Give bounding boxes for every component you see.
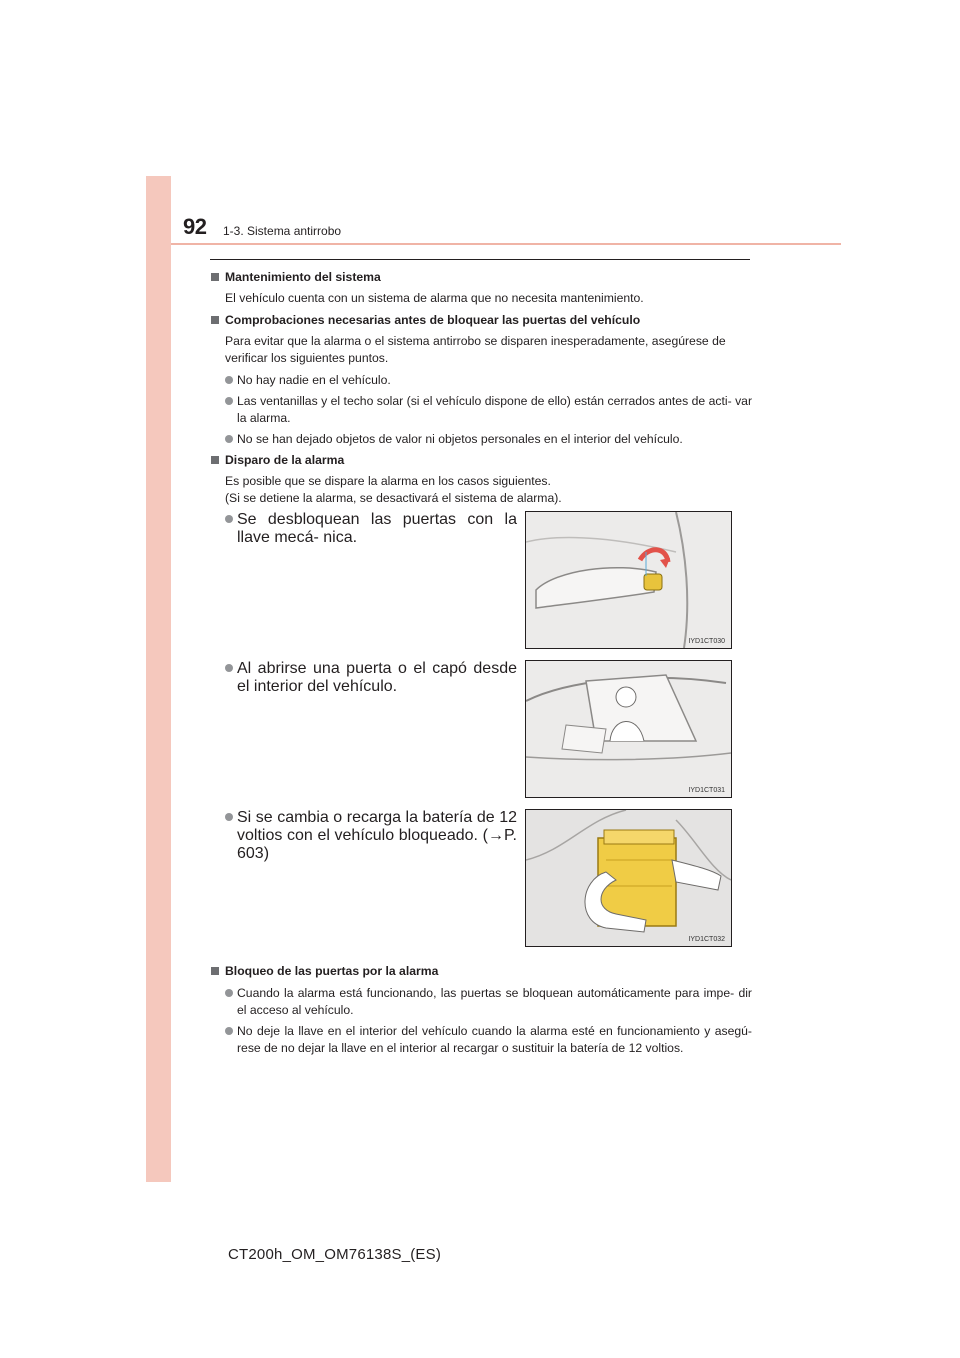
lock-heading: Bloqueo de las puertas por la alarma: [210, 963, 752, 980]
trigger-intro: [210, 473, 752, 507]
figure-code: IYD1CT031: [688, 787, 725, 794]
side-margin-band: [146, 176, 171, 1182]
lock-section: [210, 963, 752, 1061]
person-in-car-illustration: [525, 660, 732, 798]
door-key-illustration: [525, 511, 732, 649]
lock-item: Cuando la alarma está funcionando, las puertas se bloquean automáticamente para impe- dir el acceso al vehículo.: [210, 985, 752, 1019]
trigger-heading: Disparo de la alarma: [210, 452, 752, 469]
maintenance-heading: Mantenimiento del sistema: [210, 269, 752, 286]
battery-illustration: [525, 809, 732, 947]
figure-code: IYD1CT030: [688, 638, 725, 645]
checks-heading: Comprobaciones necesarias antes de bloquear las puertas del vehículo: [210, 312, 752, 329]
checks-item: No hay nadie en el vehículo.: [210, 372, 752, 389]
trigger-intro-line-1: Es posible que se dispare la alarma en los casos siguientes.: [225, 474, 551, 488]
content-rule: [210, 259, 750, 260]
trigger-intro-line-2: (Si se detiene la alarma, se desactivará el sistema de alarma).: [225, 491, 562, 505]
main-content: [210, 269, 752, 507]
checks-item: Las ventanillas y el techo solar (si el vehículo dispone de ello) están cerrados antes de acti- var la alarma.: [210, 393, 752, 427]
lock-item: No deje la llave en el interior del vehículo cuando la alarma esté en funcionamiento y asegú- rese de no dejar la llave en el interior al recargar o sustituir la batería de 12 voltios.: [210, 1023, 752, 1057]
trigger-item: Al abrirse una puerta o el capó desde el interior del vehículo.: [210, 660, 517, 696]
figure-code: IYD1CT032: [688, 936, 725, 943]
page-number: 92: [183, 214, 207, 239]
trigger-item: Se desbloquean las puertas con la llave mecá- nica.: [210, 511, 517, 547]
checks-intro: Para evitar que la alarma o el sistema antirrobo se disparen inesperadamente, asegúrese de verificar los siguientes puntos.: [225, 334, 726, 365]
manual-code: CT200h_OM_OM76138S_(ES): [228, 1246, 442, 1263]
section-title: 1-3. Sistema antirrobo: [223, 224, 342, 238]
checks-item: No se han dejado objetos de valor ni objetos personales en el interior del vehículo.: [210, 431, 752, 448]
trigger-item: Si se cambia o recarga la batería de 12 voltios con el vehículo bloqueado. (→P. 603): [210, 809, 517, 863]
header-rule: [171, 243, 841, 245]
maintenance-text: El vehículo cuenta con un sistema de alarma que no necesita mantenimiento.: [225, 291, 644, 305]
